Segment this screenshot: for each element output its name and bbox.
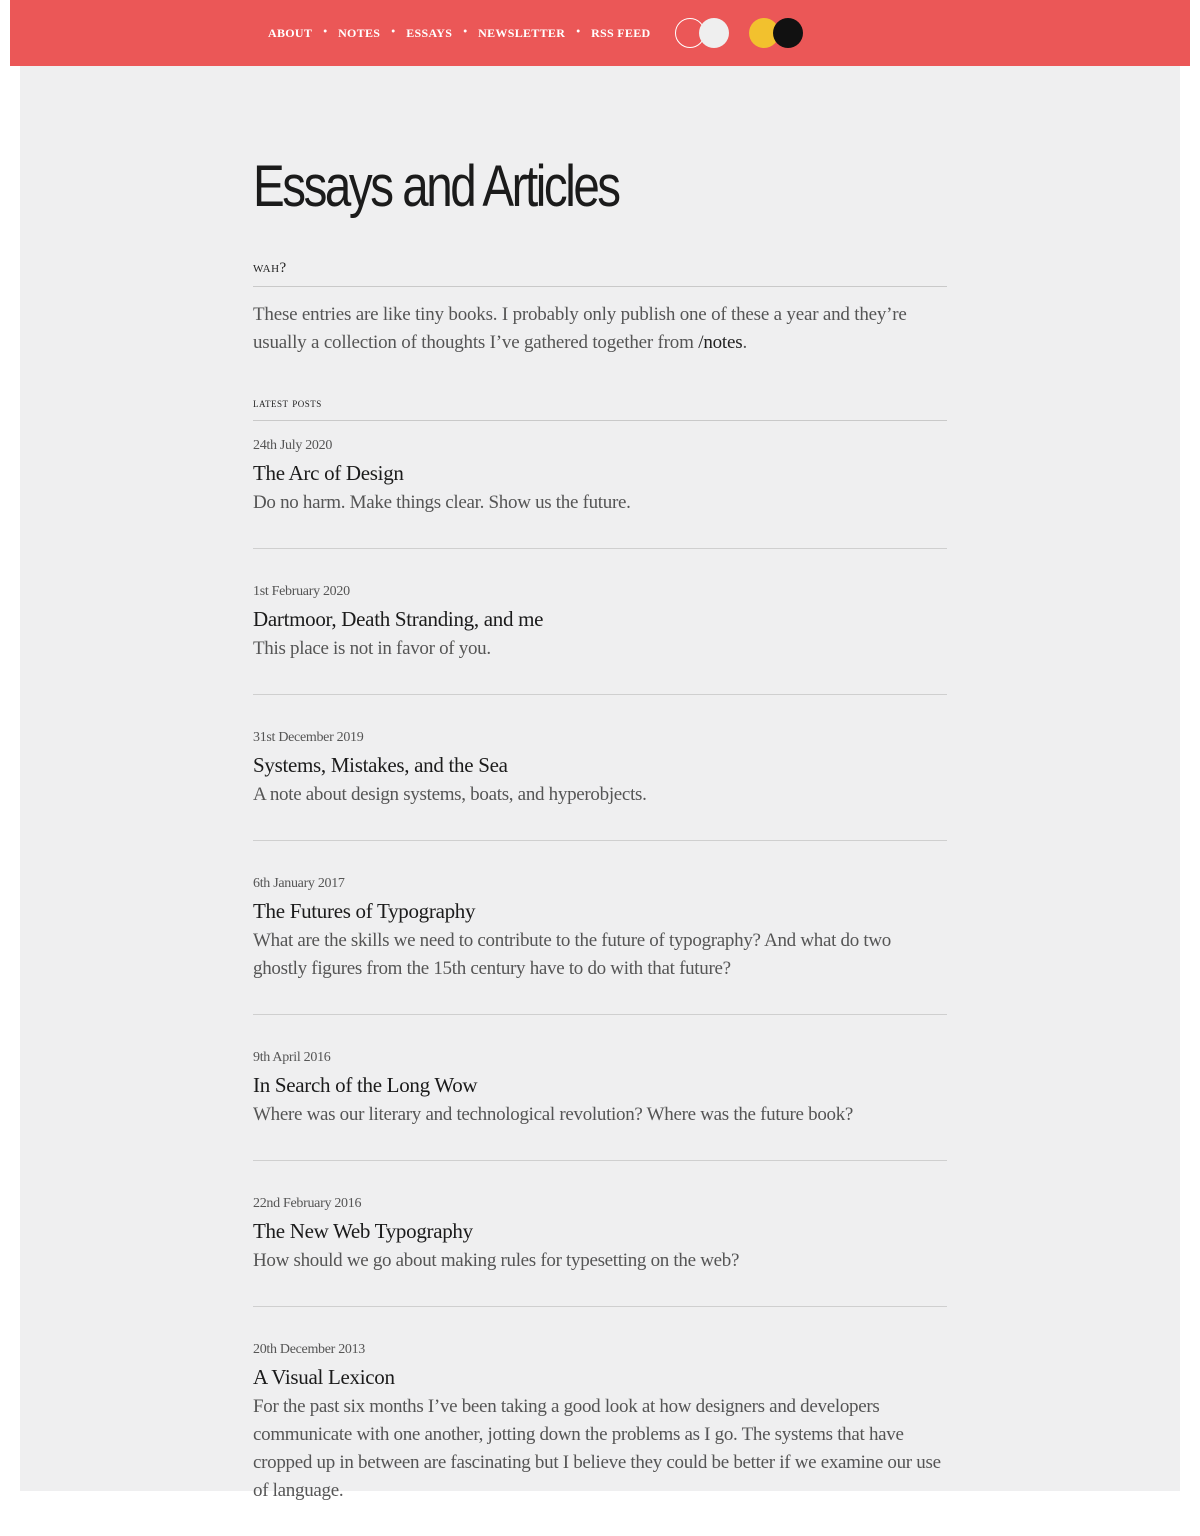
post-description: Do no harm. Make things clear. Show us the future. xyxy=(253,492,631,513)
nav-separator: • xyxy=(390,27,397,38)
page-body xyxy=(20,66,1180,1501)
post-date: 24th July 2020 xyxy=(253,438,333,453)
latest-posts-label: latest posts xyxy=(253,395,947,421)
post-description: This place is not in favor of you. xyxy=(253,638,491,659)
post-description: Where was our literary and technological revolution? Where was the future book? xyxy=(253,1104,854,1125)
notes-link[interactable]: /notes xyxy=(698,332,743,353)
post-item xyxy=(253,1015,947,1161)
post-description: How should we go about making rules for typesetting on the web? xyxy=(253,1250,740,1271)
post-date: 20th December 2013 xyxy=(253,1342,366,1357)
black-circle-icon xyxy=(773,18,803,48)
intro-end: . xyxy=(742,332,747,353)
nav-essays-link[interactable]: ESSAYS xyxy=(406,25,453,40)
post-item xyxy=(253,549,947,695)
post-date: 31st December 2019 xyxy=(253,730,364,745)
post-item xyxy=(253,1161,947,1307)
post-title-link[interactable]: Dartmoor, Death Stranding, and me xyxy=(253,607,544,631)
nav-separator: • xyxy=(462,27,469,38)
post-date: 6th January 2017 xyxy=(253,876,345,891)
post-title-link[interactable]: The Arc of Design xyxy=(253,461,404,485)
nav-newsletter-link[interactable]: NEWSLETTER xyxy=(478,25,566,40)
post-description: A note about design systems, boats, and hyperobjects. xyxy=(253,784,647,805)
nav-separator: • xyxy=(575,27,582,38)
intro-paragraph xyxy=(253,301,947,357)
post-item xyxy=(253,421,947,549)
light-circle-icon xyxy=(699,18,729,48)
nav-rss-feed-link[interactable]: RSS FEED xyxy=(591,25,651,40)
post-item xyxy=(253,841,947,1015)
main-nav xyxy=(268,0,651,66)
light-dark-toggle[interactable] xyxy=(675,18,729,48)
content-column xyxy=(253,66,947,1536)
post-item xyxy=(253,695,947,841)
post-title-link[interactable]: The New Web Typography xyxy=(253,1219,473,1243)
post-description: What are the skills we need to contribute to the future of typography? And what do two ghostly figures from the 15th century have to do with that future? xyxy=(253,930,891,979)
intro-text: These entries are like tiny books. I probably only publish one of these a year and they’re usually a collection of thoughts I’ve gathered together from xyxy=(253,304,907,353)
post-date: 22nd February 2016 xyxy=(253,1196,362,1211)
post-list xyxy=(253,421,947,1536)
nav-about-link[interactable]: ABOUT xyxy=(268,25,313,40)
post-title-link[interactable]: A Visual Lexicon xyxy=(253,1365,395,1389)
post-title-link[interactable]: The Futures of Typography xyxy=(253,899,476,923)
color-theme-toggle[interactable] xyxy=(749,18,803,48)
post-description: For the past six months I’ve been taking a good look at how designers and developers communicate with one another, jotting down the problems as I go. The systems that have cropped up in between are fascinating but I believe they could be better if we examine our use of language. xyxy=(253,1396,941,1501)
nav-notes-link[interactable]: NOTES xyxy=(338,25,381,40)
intro-section-label: wah? xyxy=(253,260,947,287)
nav-separator: • xyxy=(322,27,329,38)
post-date: 1st February 2020 xyxy=(253,584,350,599)
post-title-link[interactable]: Systems, Mistakes, and the Sea xyxy=(253,753,508,777)
page-title: Essays and Articles xyxy=(253,154,619,219)
post-date: 9th April 2016 xyxy=(253,1050,331,1065)
post-item xyxy=(253,1307,947,1536)
post-title-link[interactable]: In Search of the Long Wow xyxy=(253,1073,478,1097)
site-header xyxy=(10,0,1190,66)
